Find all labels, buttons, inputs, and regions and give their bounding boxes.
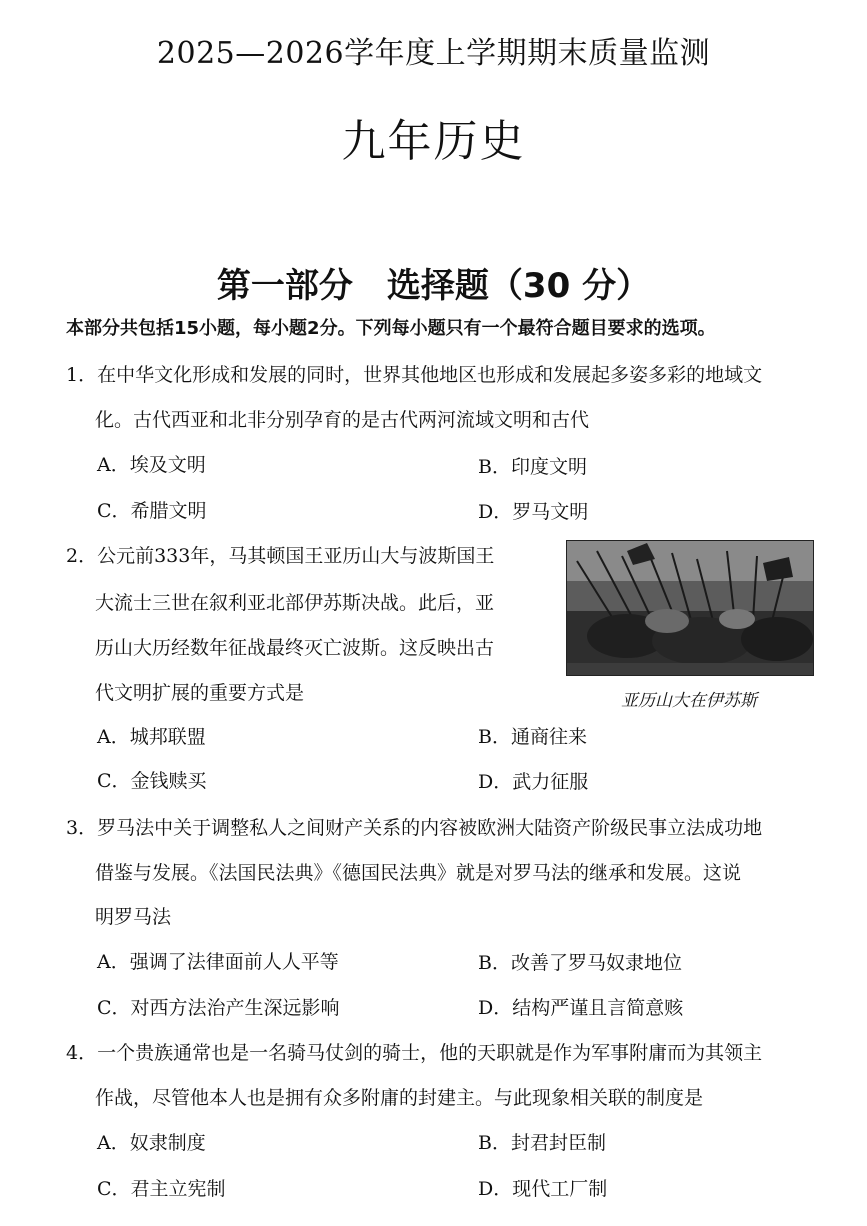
section-instructions: 本部分共包括15小题，每小题2分。下列每小题只有一个最符合题目要求的选项。 [66,318,716,339]
question-4-line-2: 作战，尽管他本人也是拥有众多附庸的封建主。与此现象相关联的制度是 [95,1087,704,1109]
subject-title: 九年历史 [341,116,526,167]
figure-caption: 亚历山大在伊苏斯 [621,691,757,711]
question-1-option-d: D．罗马文明 [478,501,589,523]
question-1-option-c: C．希腊文明 [97,500,207,522]
question-2-line-2: 大流士三世在叙利亚北部伊苏斯决战。此后，亚 [95,592,495,614]
question-3-option-b: B．改善了罗马奴隶地位 [478,952,682,974]
question-2-line-4: 代文明扩展的重要方式是 [95,682,305,704]
question-3-line-3: 明罗马法 [95,906,172,928]
question-2-line-1: 2．公元前333年，马其顿国王亚历山大与波斯国王 [66,545,495,567]
question-2-line-3: 历山大历经数年征战最终灭亡波斯。这反映出古 [95,637,495,659]
section-title: 第一部分 选择题（30 分） [216,266,651,306]
question-1-line-1: 1．在中华文化形成和发展的同时，世界其他地区也形成和发展起多姿多彩的地域文 [66,364,763,386]
question-4-option-a: A．奴隶制度 [97,1132,206,1154]
battle-of-issus-image [566,540,814,676]
question-2-option-c: C．金钱赎买 [97,770,207,792]
question-4-line-1: 4．一个贵族通常也是一名骑马仗剑的骑士，他的天职就是作为军事附庸而为其领主 [66,1042,763,1064]
exam-title: 2025—2026学年度上学期期末质量监测 [156,36,711,71]
question-2-option-b: B．通商往来 [478,726,587,748]
question-3-line-2: 借鉴与发展。《法国民法典》《德国民法典》就是对罗马法的继承和发展。这说 [95,862,742,884]
question-4-option-c: C．君主立宪制 [97,1178,226,1200]
question-3-option-c: C．对西方法治产生深远影响 [97,997,340,1019]
question-1-option-a: A．埃及文明 [97,454,206,476]
question-1-line-2: 化。古代西亚和北非分别孕育的是古代两河流域文明和古代 [95,409,590,431]
question-1-option-b: B．印度文明 [478,456,587,478]
question-4-option-b: B．封君封臣制 [478,1132,606,1154]
question-3-line-1: 3．罗马法中关于调整私人之间财产关系的内容被欧洲大陆资产阶级民事立法成功地 [66,817,763,839]
question-2-option-d: D．武力征服 [478,771,589,793]
question-2-option-a: A．城邦联盟 [97,726,206,748]
question-4-option-d: D．现代工厂制 [478,1178,608,1200]
question-3-option-a: A．强调了法律面前人人平等 [97,951,339,973]
question-3-option-d: D．结构严谨且言简意赅 [478,997,684,1019]
